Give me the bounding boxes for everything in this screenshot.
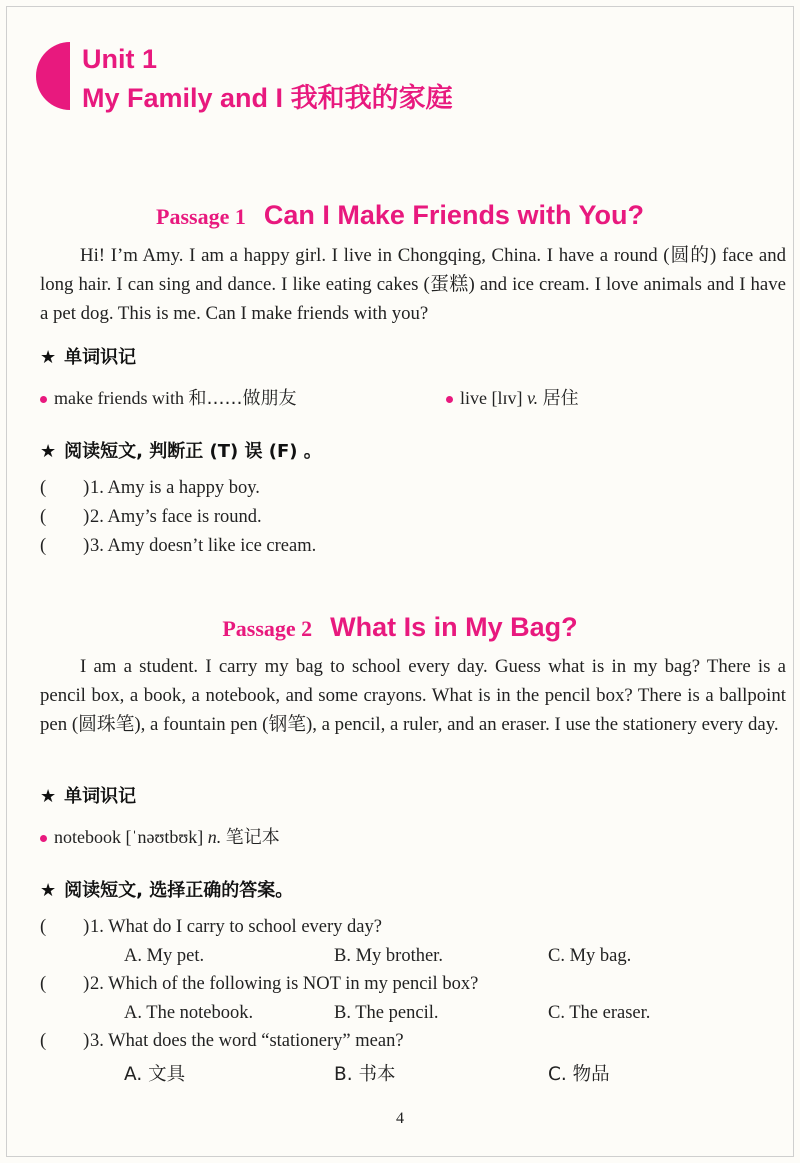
option-c[interactable]: C. The eraser. <box>548 1003 651 1023</box>
vocab-meaning: 笔记本 <box>225 827 280 848</box>
answer-blank[interactable]: ( ) <box>40 536 90 556</box>
vocab-pos: v. <box>526 388 539 408</box>
passage1-vocab-heading <box>40 343 136 369</box>
question-row[interactable] <box>40 1031 404 1052</box>
vocab-heading-text: 单词识记 <box>64 347 137 368</box>
bullet-icon <box>446 396 453 403</box>
passage2-heading <box>0 612 800 643</box>
question-row[interactable] <box>40 974 478 995</box>
answer-blank[interactable]: ( ) <box>40 974 90 994</box>
vocab-pos: n. <box>207 827 222 847</box>
question-text: 3. What does the word “stationery” mean? <box>90 1031 404 1051</box>
vocab-item <box>40 384 296 410</box>
passage1-heading <box>0 200 800 231</box>
passage1-title: Can I Make Friends with You? <box>263 200 644 230</box>
option-c[interactable]: C. 物品 <box>548 1064 610 1085</box>
option-a[interactable]: A. The notebook. <box>124 1003 254 1023</box>
passage2-task-heading <box>40 876 293 902</box>
answer-blank[interactable]: ( ) <box>40 507 90 527</box>
star-icon: ★ <box>40 880 57 901</box>
option-b[interactable]: B. The pencil. <box>334 1003 439 1023</box>
answer-blank[interactable]: ( ) <box>40 1031 90 1051</box>
question-text: 3. Amy doesn’t like ice cream. <box>90 536 317 556</box>
star-icon: ★ <box>40 441 57 462</box>
bullet-icon <box>40 396 47 403</box>
star-icon: ★ <box>40 786 57 807</box>
question-text: 1. What do I carry to school every day? <box>90 917 382 937</box>
task-heading-text: 阅读短文, 判断正 (T) 误 (F) 。 <box>64 441 322 462</box>
question-row[interactable] <box>40 478 260 499</box>
unit-number: Unit 1 <box>82 44 158 74</box>
question-text: 1. Amy is a happy boy. <box>90 478 260 498</box>
question-row[interactable] <box>40 917 382 938</box>
passage2-label: Passage 2 <box>222 616 313 641</box>
page-number: 4 <box>396 1110 404 1127</box>
question-text: 2. Amy’s face is round. <box>90 507 262 527</box>
option-b[interactable]: B. My brother. <box>334 946 443 966</box>
passage2-text: I am a student. I carry my bag to school every day. Guess what is in my bag? There is a pencil box, a book, a notebook, and some crayons. What is in the pencil box? There is a ballpoint pen (圆珠笔), a fountain pen (钢笔), a pencil, a ruler, and an eraser. I use the stationery every day. <box>40 656 786 735</box>
vocab-item <box>446 384 579 410</box>
answer-blank[interactable]: ( ) <box>40 917 90 937</box>
passage2-vocab-heading <box>40 782 136 808</box>
option-a[interactable]: A. 文具 <box>124 1064 186 1085</box>
vocab-word: make friends with <box>54 388 184 408</box>
option-a[interactable]: A. My pet. <box>124 946 205 966</box>
passage1-text: Hi! I’m Amy. I am a happy girl. I live in Chongqing, China. I have a round (圆的) face and long hair. I can sing and dance. I like eating cakes (蛋糕) and ice cream. I love animals and I have a pet dog. This is me. Can I make friends with you? <box>40 245 786 324</box>
question-text: 2. Which of the following is NOT in my pencil box? <box>90 974 479 994</box>
answer-blank[interactable]: ( ) <box>40 478 90 498</box>
vocab-meaning: 和……做朋友 <box>188 388 297 409</box>
unit-title-en: My Family and I <box>82 83 284 113</box>
passage1-label: Passage 1 <box>156 204 246 229</box>
task-heading-text: 阅读短文, 选择正确的答案。 <box>64 880 294 901</box>
option-b[interactable]: B. 书本 <box>334 1064 396 1085</box>
passage2-title: What Is in My Bag? <box>330 612 578 642</box>
unit-title <box>82 76 453 115</box>
vocab-item <box>40 823 280 849</box>
vocab-meaning: 居住 <box>542 388 579 409</box>
unit-title-cn: 我和我的家庭 <box>290 83 453 114</box>
vocab-heading-text: 单词识记 <box>64 786 137 807</box>
question-row[interactable] <box>40 507 262 528</box>
passage1-task-heading <box>40 437 322 463</box>
question-row[interactable] <box>40 536 316 557</box>
bullet-icon <box>40 835 47 842</box>
star-icon: ★ <box>40 347 57 368</box>
vocab-word: live [lɪv] <box>460 388 523 408</box>
option-c[interactable]: C. My bag. <box>548 946 632 966</box>
vocab-word: notebook [ˈnəʊtbʊk] <box>54 827 204 847</box>
